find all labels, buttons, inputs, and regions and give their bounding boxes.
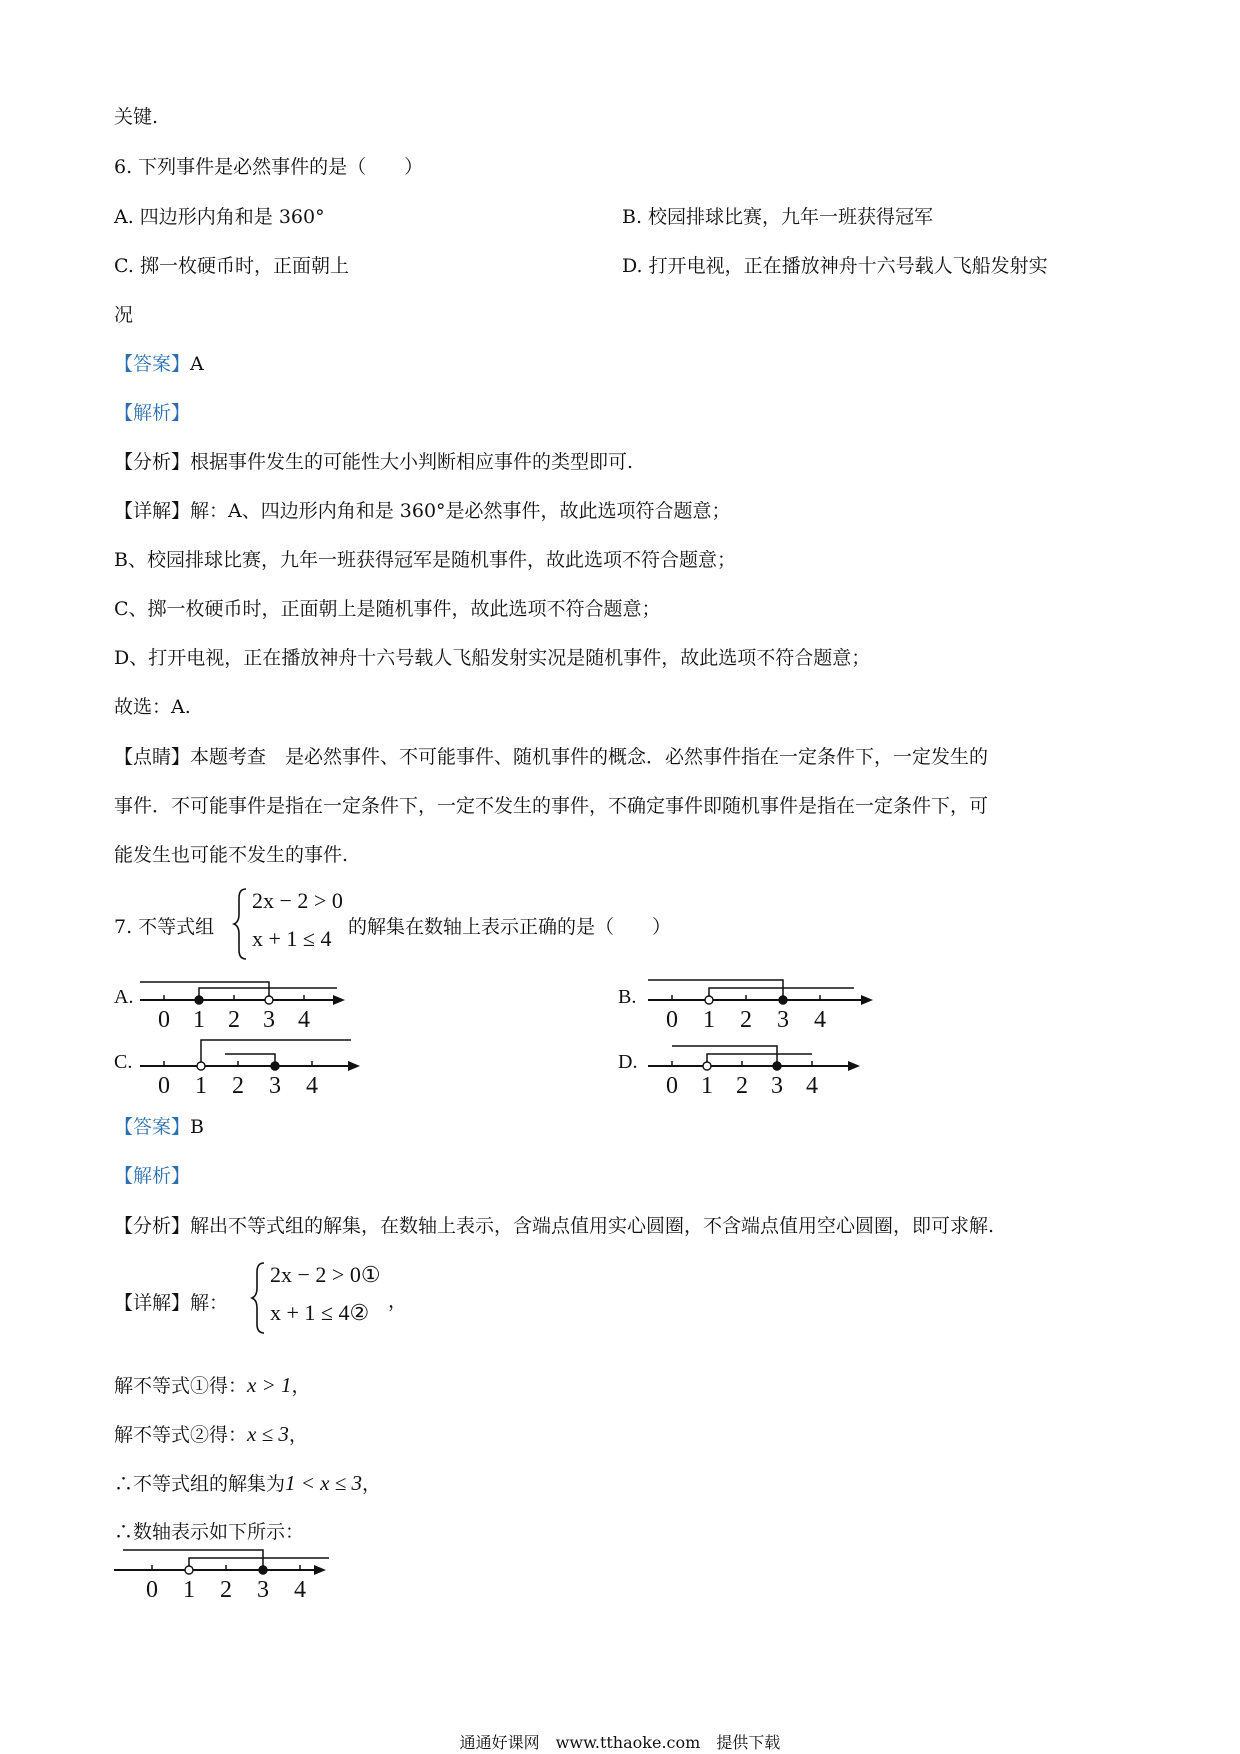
comma: ，: [388, 1290, 408, 1312]
q6-step-d: D、打开电视，正在播放神舟十六号载人飞船发射实况是随机事件，故此选项不符合题意；: [114, 647, 871, 669]
solution-ray: [707, 1054, 812, 1066]
q6-step-b: B、校园排球比赛，九年一班获得冠军是随机事件，故此选项不符合题意；: [114, 549, 736, 571]
xiangjie-tag: 【详解】: [114, 500, 191, 522]
answer-value: B: [190, 1116, 204, 1138]
xiangjie-tag: 【详解】: [114, 1292, 191, 1314]
fenxi-tag: 【分析】: [114, 1215, 191, 1237]
solution-ray: [123, 1550, 263, 1570]
q7-inequality-system: [232, 886, 362, 962]
q7-option-label: D.: [618, 1051, 638, 1073]
q7-xiangjie: [114, 1290, 228, 1316]
dianjing-tag: 【点睛】: [114, 746, 191, 768]
system-row-2: x + 1 ≤ 4②: [270, 1300, 370, 1325]
solution-ray: [672, 1046, 777, 1066]
xiangjie-text: 解：A、四边形内角和是 360°是必然事件，故此选项符合题意；: [190, 500, 731, 522]
tick-label: 2: [220, 1577, 232, 1603]
tick-label: 0: [158, 1007, 170, 1033]
solve-step-1: [114, 1372, 311, 1399]
q6-dianjing-cont: 能发生也可能不发生的事件.: [114, 844, 349, 866]
solid-dot-icon: [195, 996, 203, 1004]
tick-label: 4: [298, 1007, 310, 1033]
step-punct: ，: [291, 1375, 311, 1397]
solution-number-line: [114, 1538, 374, 1610]
fenxi-text: 根据事件发生的可能性大小判断相应事件的类型即可.: [190, 451, 634, 473]
q6-choice: 故选：A.: [114, 696, 191, 718]
q6-fenxi: [114, 449, 633, 475]
tick-label: 3: [771, 1073, 783, 1099]
hollow-dot-icon: [705, 996, 713, 1004]
arrow-icon: [348, 1061, 360, 1071]
tick-label: 0: [146, 1577, 158, 1603]
q7-fenxi: [114, 1213, 994, 1239]
step-punct: ，: [362, 1473, 382, 1495]
step-text: ∴不等式组的解集为: [114, 1473, 286, 1495]
tick-label: 2: [736, 1073, 748, 1099]
solid-dot-icon: [259, 1566, 267, 1574]
tick-label: 0: [666, 1073, 678, 1099]
fenxi-tag: 【分析】: [114, 451, 191, 473]
fenxi-text: 解出不等式组的解集，在数轴上表示，含端点值用实心圆圈，不含端点值用空心圆圈，即可求解.: [190, 1215, 995, 1237]
dianjing-text: 本题考查 是必然事件、不可能事件、随机事件的概念．必然事件指在一定条件下，一定发生的: [190, 746, 989, 768]
arrow-icon: [333, 995, 345, 1005]
q7-option-label: C.: [114, 1051, 133, 1073]
solve-step-2: [114, 1421, 308, 1448]
solid-dot-icon: [779, 996, 787, 1004]
step-text: 解不等式②得：: [114, 1424, 248, 1446]
hollow-dot-icon: [185, 1566, 193, 1574]
arrow-icon: [314, 1565, 326, 1575]
tick-label: 1: [193, 1007, 205, 1033]
tick-label: 2: [740, 1007, 752, 1033]
step-math: x > 1: [247, 1373, 292, 1397]
q6-answer: [114, 351, 204, 377]
question-6-stem: 6. 下列事件是必然事件的是（ ）: [114, 156, 424, 178]
tick-label: 2: [228, 1007, 240, 1033]
q6-dianjing: [114, 744, 988, 770]
q6-step-c: C、掷一枚硬币时，正面朝上是随机事件，故此选项不符合题意；: [114, 598, 661, 620]
tick-label: 4: [294, 1577, 306, 1603]
tick-label: 3: [777, 1007, 789, 1033]
solve-step-3: [114, 1470, 381, 1497]
left-brace-icon: [232, 886, 252, 962]
xiangjie-text: 解：: [190, 1292, 229, 1314]
q7-option-label: B.: [618, 986, 637, 1008]
hollow-dot-icon: [265, 996, 273, 1004]
q6-analysis-tag: 【解析】: [114, 402, 191, 424]
step-math: x ≤ 3: [247, 1422, 289, 1446]
tick-label: 2: [232, 1073, 244, 1099]
q7-option-a-number-line: [140, 968, 400, 1040]
q6-option-d-cont: 况: [114, 304, 134, 326]
answer-tag: 【答案】: [114, 353, 191, 375]
q6-option-a: A. 四边形内角和是 360°: [114, 206, 325, 228]
answer-tag: 【答案】: [114, 1116, 191, 1138]
hollow-dot-icon: [197, 1062, 205, 1070]
left-brace-icon: [250, 1260, 270, 1336]
tick-label: 4: [814, 1007, 826, 1033]
tick-label: 1: [195, 1073, 207, 1099]
q6-xiangjie: [114, 498, 731, 524]
tick-label: 0: [666, 1007, 678, 1033]
answer-value: A: [190, 353, 204, 375]
tick-label: 4: [806, 1073, 818, 1099]
system-row-2: x + 1 ≤ 4: [252, 926, 332, 951]
footer: 通通好课网 www.tthaoke.com 提供下载: [459, 1733, 781, 1752]
solid-dot-icon: [773, 1062, 781, 1070]
q7-option-b-number-line: [648, 968, 918, 1040]
system-row-1: 2x − 2 > 0①: [270, 1262, 381, 1287]
arrow-icon: [861, 995, 873, 1005]
q7-answer: [114, 1114, 204, 1140]
text-line: 关键.: [114, 106, 159, 128]
q7-option-label: A.: [114, 986, 134, 1008]
tick-label: 4: [306, 1073, 318, 1099]
tick-label: 3: [269, 1073, 281, 1099]
solid-dot-icon: [271, 1062, 279, 1070]
q6-dianjing-cont: 事件．不可能事件是指在一定条件下，一定不发生的事件，不确定事件即随机事件是指在一定条件下，可: [114, 795, 989, 817]
step-text: 解不等式①得：: [114, 1375, 248, 1397]
q6-option-c: C. 掷一枚硬币时，正面朝上: [114, 255, 349, 277]
tick-label: 1: [703, 1007, 715, 1033]
step-math: 1 < x ≤ 3: [285, 1471, 363, 1495]
step-punct: ，: [288, 1424, 308, 1446]
q6-option-d: D. 打开电视，正在播放神舟十六号载人飞船发射实: [622, 255, 1048, 277]
tick-label: 1: [183, 1577, 195, 1603]
q7-analysis-tag: 【解析】: [114, 1165, 191, 1187]
tick-label: 1: [701, 1073, 713, 1099]
tick-label: 0: [158, 1073, 170, 1099]
tick-label: 3: [257, 1577, 269, 1603]
solution-ray: [225, 1054, 275, 1066]
q7-option-d-number-line: [648, 1034, 908, 1106]
solution-ray: [140, 982, 269, 1000]
solution-ray: [648, 980, 783, 1000]
tick-label: 3: [263, 1007, 275, 1033]
q6-option-b: B. 校园排球比赛，九年一班获得冠军: [622, 206, 934, 228]
question-7-pre: 7. 不等式组: [114, 916, 215, 938]
question-7-post: 的解集在数轴上表示正确的是（ ）: [348, 916, 672, 938]
system-row-1: 2x − 2 > 0: [252, 888, 343, 913]
arrow-icon: [848, 1061, 860, 1071]
hollow-dot-icon: [703, 1062, 711, 1070]
q7-option-c-number-line: [140, 1034, 410, 1106]
solve-step-4: ∴数轴表示如下所示：: [114, 1521, 305, 1543]
q7-labelled-system: [250, 1260, 400, 1336]
